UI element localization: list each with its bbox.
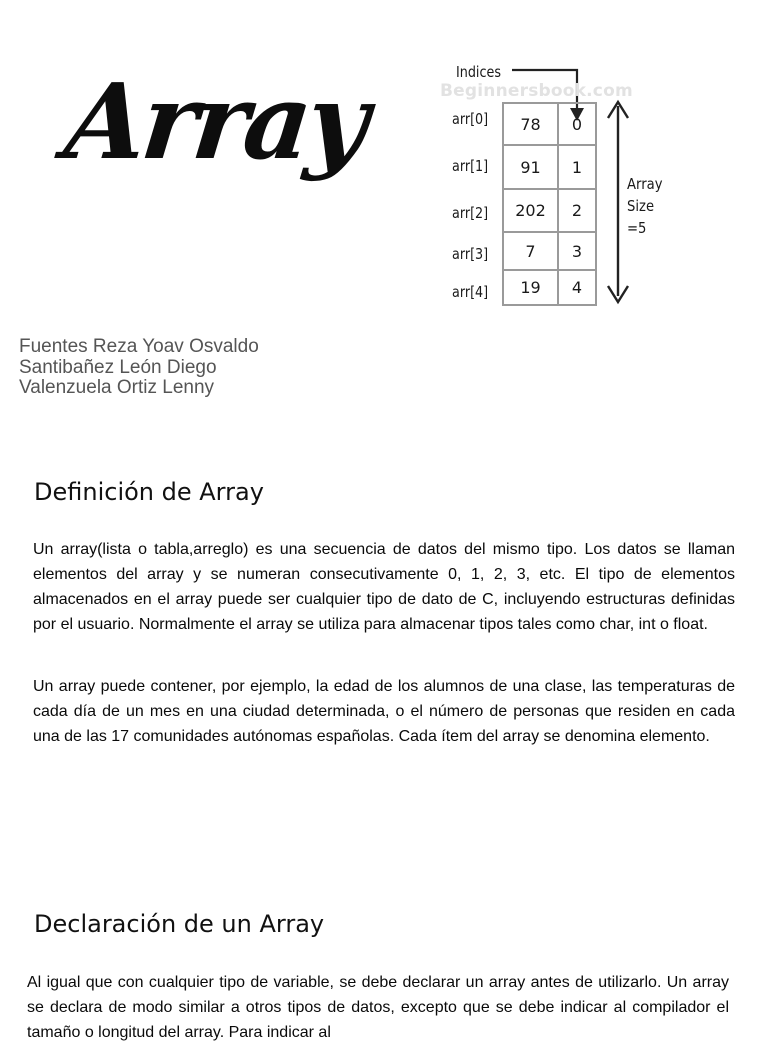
body-paragraph: Un array puede contener, por ejemplo, la edad de los alumnos de una clase, las temperaturas de cada día de un mes en una ciudad determinada, o el número de personas que residen en cada una de las 17 comunidades autónomas españolas. Cada ítem del array se denomina elemento.: [33, 678, 735, 745]
array-element-label: arr[1]: [452, 157, 489, 175]
array-index-cell: 4: [557, 269, 597, 306]
author-name: Valenzuela Ortiz Lenny: [19, 377, 215, 398]
size-label-line: =5: [627, 219, 647, 237]
author-list: [19, 337, 259, 399]
array-index-cell: 3: [557, 231, 597, 271]
author-name: Santibañez León Diego: [19, 356, 217, 378]
array-index-cell: 2: [557, 188, 597, 233]
array-element-label: arr[3]: [452, 245, 489, 263]
array-value-cell: 19: [502, 269, 559, 306]
array-index-cell: 1: [557, 144, 597, 190]
array-element-label: arr[0]: [452, 110, 489, 128]
section-heading: Definición de Array: [34, 478, 264, 506]
array-value-cell: 78: [502, 102, 559, 146]
array-index-cell: 0: [557, 102, 597, 146]
array-value-cell: 7: [502, 231, 559, 271]
array-value-cell: 91: [502, 144, 559, 190]
body-paragraph: Un array(lista o tabla,arreglo) es una secuencia de datos del mismo tipo. Los datos se llaman elementos del array y se numeran consecutivamente 0, 1, 2, 3, etc. El tipo de elementos almacenados en el array puede ser cualquier tipo de dato de C, incluyendo estructuras definidas por el usuario. Normalmente el array se utiliza para almacenar tipos tales como char, int o float.: [33, 541, 735, 633]
size-label-line: Array: [627, 175, 663, 193]
array-diagram: [430, 58, 670, 318]
author-name: Fuentes Reza Yoav Osvaldo: [19, 336, 259, 357]
array-element-label: arr[4]: [452, 283, 489, 301]
watermark-text: Beginnersbook.com: [440, 81, 633, 101]
indices-label: Indices: [456, 63, 501, 81]
array-size-label: [627, 173, 663, 239]
document-title: Array: [59, 60, 371, 183]
array-element-label: arr[2]: [452, 204, 489, 222]
size-label-line: Size: [627, 197, 655, 215]
array-value-cell: 202: [502, 188, 559, 233]
section-heading: Declaración de un Array: [34, 910, 325, 938]
body-paragraph: Al igual que con cualquier tipo de variable, se debe declarar un array antes de utilizarlo. Un array se declara de modo similar a otros tipos de datos, excepto que se debe indicar al compilador el tamaño o longitud del array. Para indicar al: [27, 974, 729, 1041]
